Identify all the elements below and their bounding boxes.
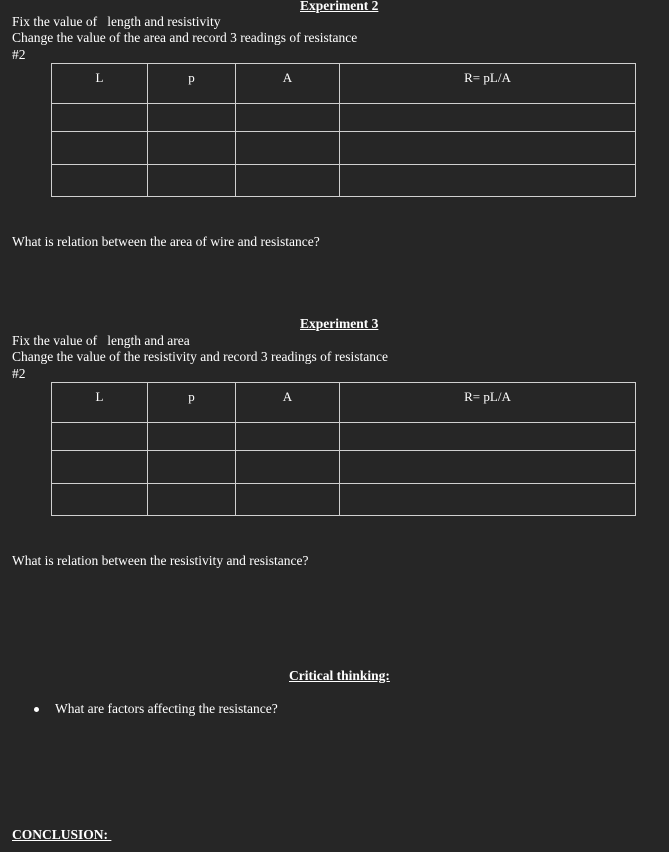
header-cell-resistivity: p xyxy=(148,383,236,423)
experiment-2-question: What is relation between the area of wire and resistance? xyxy=(12,234,320,249)
table-row xyxy=(52,104,636,132)
table-cell[interactable] xyxy=(340,451,636,484)
table-cell[interactable] xyxy=(236,484,340,516)
experiment-2-heading: Experiment 2 xyxy=(300,0,379,13)
table-row xyxy=(52,451,636,484)
table-cell[interactable] xyxy=(148,484,236,516)
experiment-3-question: What is relation between the resistivity and resistance? xyxy=(12,553,309,568)
critical-thinking-heading: Critical thinking: xyxy=(289,668,390,683)
table-cell[interactable] xyxy=(52,165,148,197)
header-cell-area: A xyxy=(236,383,340,423)
table-cell[interactable] xyxy=(236,132,340,165)
table-row xyxy=(52,165,636,197)
header-cell-resistance: R= pL/A xyxy=(340,383,636,423)
experiment-2-instruction-fix: Fix the value of length and resistivity xyxy=(12,14,221,29)
header-cell-length: L xyxy=(52,64,148,104)
table-cell[interactable] xyxy=(236,165,340,197)
table-row xyxy=(52,484,636,516)
critical-thinking-question: What are factors affecting the resistance? xyxy=(55,701,278,716)
table-cell[interactable] xyxy=(236,423,340,451)
bullet-icon xyxy=(34,707,39,712)
table-cell[interactable] xyxy=(236,451,340,484)
experiment-3-number: #2 xyxy=(12,366,26,381)
header-cell-area: A xyxy=(236,64,340,104)
table-cell[interactable] xyxy=(148,104,236,132)
table-cell[interactable] xyxy=(52,484,148,516)
experiment-3-instruction-change: Change the value of the resistivity and record 3 readings of resistance xyxy=(12,349,388,364)
table-row xyxy=(52,132,636,165)
conclusion-heading: CONCLUSION: xyxy=(12,827,112,842)
table-cell[interactable] xyxy=(340,132,636,165)
table-cell[interactable] xyxy=(148,132,236,165)
table-cell[interactable] xyxy=(340,423,636,451)
table-cell[interactable] xyxy=(52,423,148,451)
header-cell-resistivity: p xyxy=(148,64,236,104)
experiment-3-instruction-fix: Fix the value of length and area xyxy=(12,333,190,348)
table-cell[interactable] xyxy=(340,165,636,197)
experiment-3-table xyxy=(51,382,636,516)
header-cell-resistance: R= pL/A xyxy=(340,64,636,104)
table-cell[interactable] xyxy=(148,423,236,451)
experiment-2-table xyxy=(51,63,636,197)
experiment-2-number: #2 xyxy=(12,47,26,62)
table-cell[interactable] xyxy=(148,165,236,197)
table-cell[interactable] xyxy=(236,104,340,132)
header-cell-length: L xyxy=(52,383,148,423)
table-cell[interactable] xyxy=(340,104,636,132)
table-header-row xyxy=(52,64,636,104)
table-cell[interactable] xyxy=(52,451,148,484)
table-row xyxy=(52,423,636,451)
experiment-3-heading: Experiment 3 xyxy=(300,316,379,331)
table-cell[interactable] xyxy=(52,132,148,165)
table-cell[interactable] xyxy=(340,484,636,516)
experiment-2-instruction-change: Change the value of the area and record 3 readings of resistance xyxy=(12,30,358,45)
table-cell[interactable] xyxy=(52,104,148,132)
table-cell[interactable] xyxy=(148,451,236,484)
table-header-row xyxy=(52,383,636,423)
